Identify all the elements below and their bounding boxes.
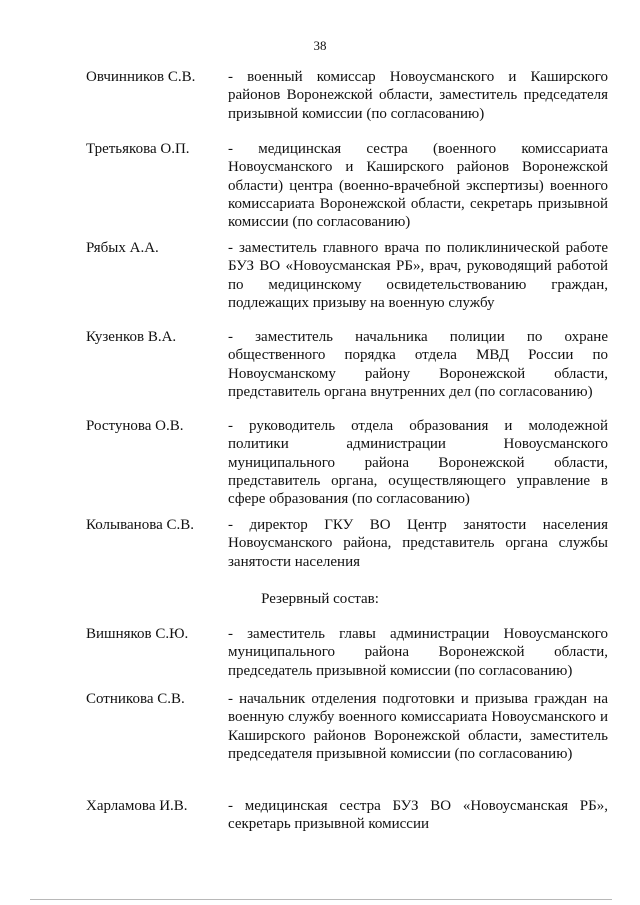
member-name: Овчинников С.В.	[86, 69, 196, 85]
page-number: 38	[313, 38, 327, 53]
member-name: Вишняков С.Ю.	[86, 626, 189, 642]
member-description: - руководитель отдела образования и молодежной политики администрации Новоусманского муниципального района Воронежской области, представитель органа, осуществляющего управление в сфере образования (по согласованию)	[228, 418, 608, 508]
member-name: Кузенков В.А.	[86, 329, 177, 345]
member-description: - директор ГКУ ВО Центр занятости населения Новоусманского района, представитель органа службы занятости населения	[228, 517, 608, 570]
reserve-section-title: Резервный состав:	[261, 591, 379, 607]
member-description: - военный комиссар Новоусманского и Каширского районов Воронежской области, заместитель председателя призывной комиссии (по согласованию)	[228, 69, 608, 122]
member-name: Харламова И.В.	[86, 798, 188, 814]
member-name: Колыванова С.В.	[86, 517, 194, 533]
member-description: - начальник отделения подготовки и призыва граждан на военную службу военного комиссариата Новоусманского и Каширского районов Воронежской области, заместитель председателя призывной комиссии (по согласованию)	[228, 691, 608, 762]
member-name: Ростунова О.В.	[86, 418, 184, 434]
member-description: - заместитель главного врача по поликлинической работе БУЗ ВО «Новоусманская РБ», врач, руководящий работой по медицинскому освидетельствованию граждан, подлежащих призыву на военную службу	[228, 240, 608, 311]
scan-edge-line	[30, 899, 612, 900]
member-description: - заместитель начальника полиции по охране общественного порядка отдела МВД России по Новоусманскому району Воронежской области, представитель органа внутренних дел (по согласованию)	[228, 329, 608, 400]
member-description: - медицинская сестра БУЗ ВО «Новоусманская РБ», секретарь призывной комиссии	[228, 798, 608, 833]
member-name: Сотникова С.В.	[86, 691, 185, 707]
member-description: - медицинская сестра (военного комиссариата Новоусманского и Каширского районов Воронежской области) центра (военно-врачебной экспертизы) военного комиссариата Воронежской области, секретарь призывной комиссии (по согласованию)	[228, 141, 608, 231]
member-description: - заместитель главы администрации Новоусманского муниципального района Воронежской области, председатель призывной комиссии (по согласованию)	[228, 626, 608, 679]
member-name: Третьякова О.П.	[86, 141, 190, 157]
member-name: Рябых А.А.	[86, 240, 159, 256]
